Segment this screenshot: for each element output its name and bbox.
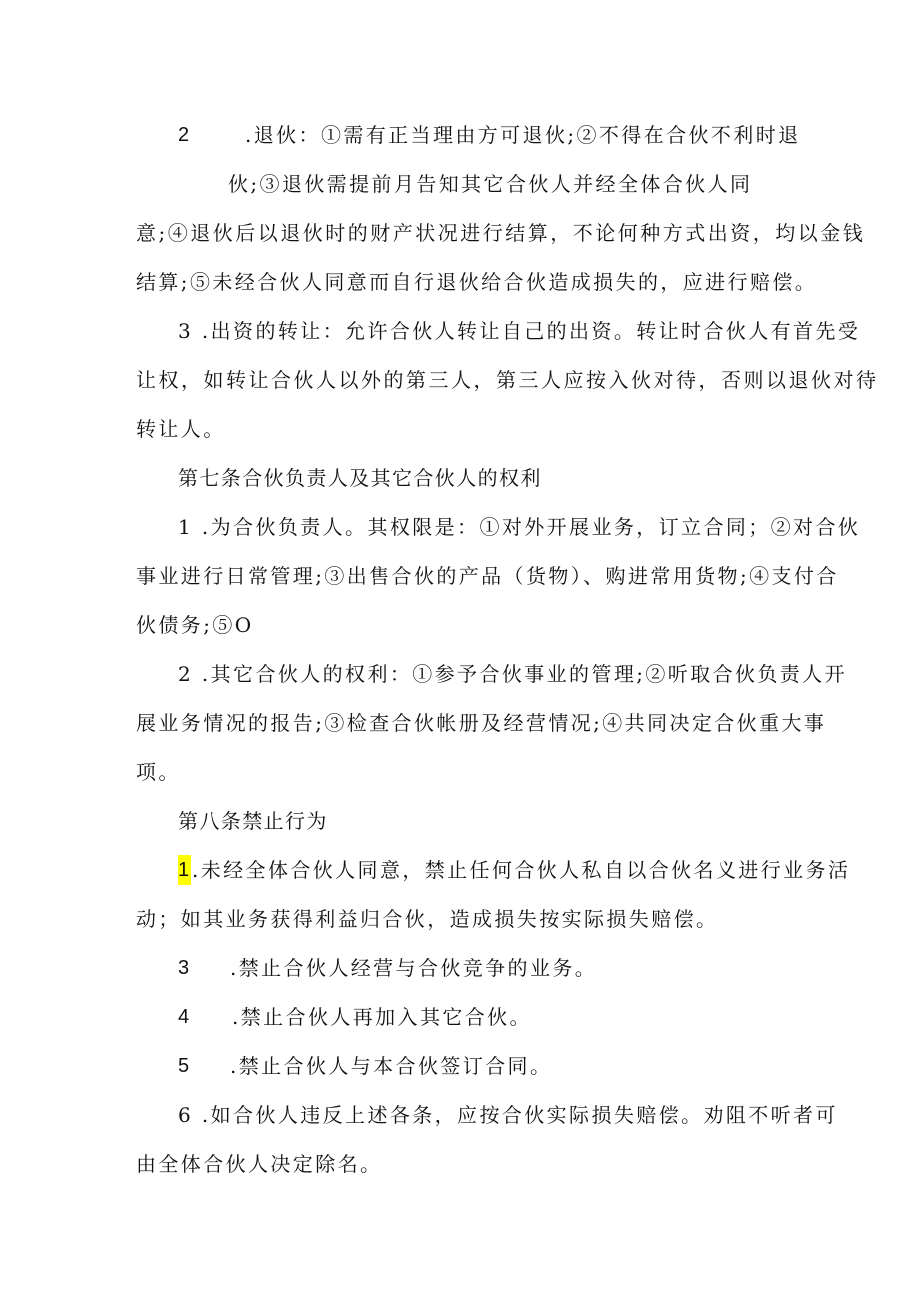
section-heading: 第八条禁止行为	[178, 809, 328, 833]
text-line: .禁止合伙人经营与合伙竞争的业务。	[230, 956, 598, 980]
text-line: 伙;③退伙需提前月告知其它合伙人并经全体合伙人同	[228, 172, 753, 196]
text-line: .未经全体合伙人同意，禁止任何合伙人私自以合伙名义进行业务活	[192, 858, 851, 882]
text-line: 转让人。	[136, 417, 226, 441]
item-number: 2	[178, 124, 190, 146]
highlighted-number: 1	[178, 855, 191, 885]
text-line: .禁止合伙人再加入其它合伙。	[232, 1005, 532, 1029]
text-line: 让权，如转让合伙人以外的第三人，第三人应按入伙对待，否则以退伙对待	[136, 368, 879, 392]
section-heading: 第七条合伙负责人及其它合伙人的权利	[178, 466, 542, 490]
text-line: 结算;⑤未经合伙人同意而自行退伙给合伙造成损失的，应进行赔偿。	[136, 270, 818, 294]
text-line: 意;④退伙后以退伙时的财产状况进行结算，不论何种方式出资，均以金钱	[136, 221, 866, 245]
text-line: 展业务情况的报告;③检查合伙帐册及经营情况;④共同决定合伙重大事	[136, 711, 827, 735]
text-line: 事业进行日常管理;③出售合伙的产品（货物）、购进常用货物;④支付合	[136, 564, 839, 588]
text-line: 项。	[136, 760, 181, 784]
text-line: 2 .其它合伙人的权利：①参予合伙事业的管理;②听取合伙负责人开	[178, 662, 847, 686]
item-number: 3	[178, 957, 190, 979]
text-line: .退伙：①需有正当理由方可退伙;②不得在合伙不利时退	[245, 123, 801, 147]
text-line: 6 .如合伙人违反上述各条，应按合伙实际损失赔偿。劝阻不听者可	[178, 1103, 838, 1127]
text-line: 由全体合伙人决定除名。	[136, 1152, 383, 1176]
text-line: 1 .为合伙负责人。其权限是：①对外开展业务，订立合同；②对合伙	[178, 515, 861, 539]
text-line: .禁止合伙人与本合伙签订合同。	[230, 1054, 553, 1078]
text-line: 动；如其业务获得利益归合伙，造成损失按实际损失赔偿。	[136, 907, 719, 931]
item-number: 4	[178, 1006, 190, 1028]
text-line: 3 .出资的转让：允许合伙人转让自己的出资。转让时合伙人有首先受	[178, 319, 861, 343]
text-line: 伙债务;⑤O	[136, 613, 254, 637]
item-number: 5	[178, 1055, 190, 1077]
